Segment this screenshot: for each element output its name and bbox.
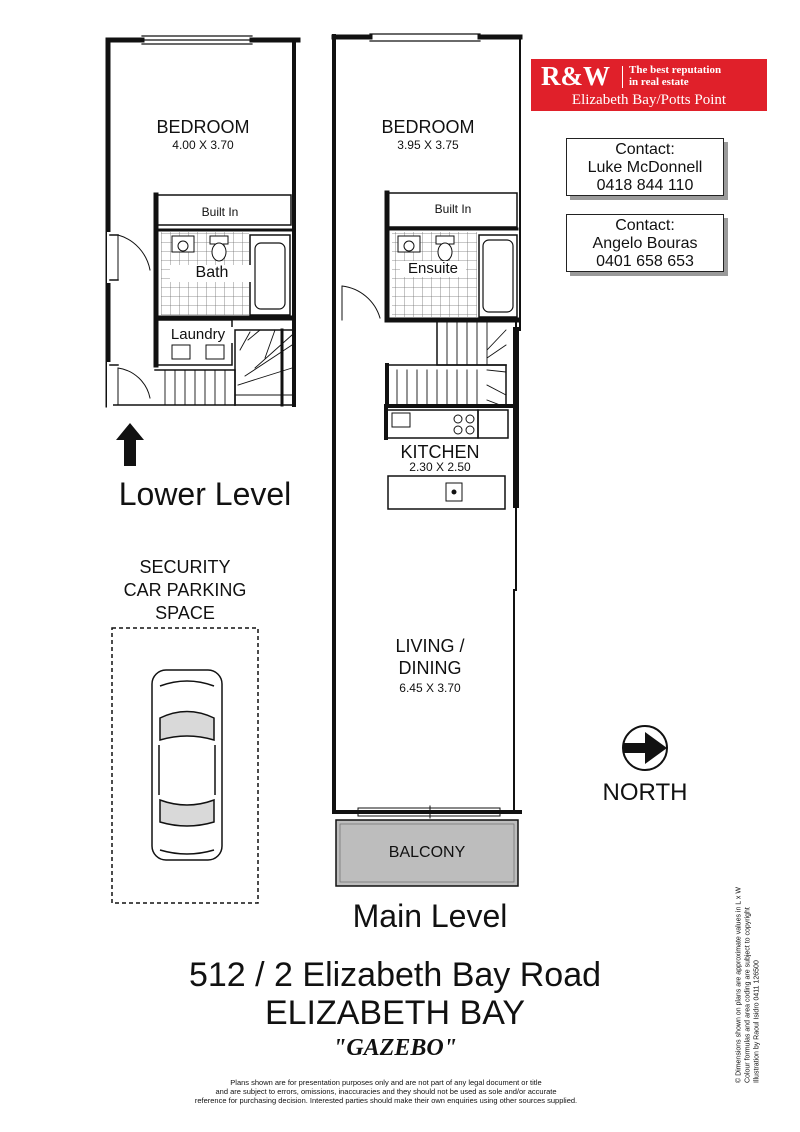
contact-name: Angelo Bouras bbox=[592, 235, 698, 252]
contact-phone: 0401 658 653 bbox=[596, 253, 694, 270]
logo-tagline: The best reputation in real estate bbox=[629, 64, 722, 88]
kitchen-label: KITCHEN bbox=[400, 442, 480, 462]
main-built-in-label: Built In bbox=[434, 202, 472, 216]
east-arrow-icon bbox=[623, 726, 667, 770]
car-icon bbox=[152, 670, 222, 860]
address-suburb: ELIZABETH BAY bbox=[264, 994, 526, 1032]
lower-bedroom-dims: 4.00 X 3.70 bbox=[172, 138, 234, 152]
lower-built-in-label: Built In bbox=[201, 205, 239, 219]
agency-logo bbox=[531, 59, 767, 111]
address-street: 512 / 2 Elizabeth Bay Road bbox=[188, 956, 602, 994]
contact-heading: Contact: bbox=[615, 141, 675, 158]
balcony-label: BALCONY bbox=[388, 844, 466, 861]
contact-heading: Contact: bbox=[615, 217, 675, 234]
lower-level-plan bbox=[108, 36, 298, 405]
main-bedroom-label: BEDROOM bbox=[381, 117, 475, 137]
building-name: "GAZEBO" bbox=[333, 1035, 457, 1061]
contact-card-1 bbox=[566, 138, 724, 196]
lower-bedroom-label: BEDROOM bbox=[156, 117, 250, 137]
living-dims: 6.45 X 3.70 bbox=[399, 681, 461, 695]
living-label-line1: LIVING / bbox=[395, 636, 465, 656]
bath-label: Bath bbox=[170, 265, 254, 282]
up-arrow-icon bbox=[116, 423, 144, 466]
parking-label-line2: CAR PARKING bbox=[123, 580, 247, 600]
main-bedroom-dims: 3.95 X 3.75 bbox=[397, 138, 459, 152]
logo-mark: R&W bbox=[541, 61, 610, 91]
lower-level-title: Lower Level bbox=[118, 476, 292, 512]
laundry-label: Laundry bbox=[163, 327, 233, 343]
main-level-title: Main Level bbox=[352, 898, 508, 934]
kitchen-dims: 2.30 X 2.50 bbox=[409, 460, 471, 474]
north-label: NORTH bbox=[602, 779, 688, 806]
living-label-line2: DINING bbox=[398, 658, 462, 678]
contact-name: Luke McDonnell bbox=[587, 159, 703, 176]
copyright-notice: © Dimensions shown on plans are approximate values in L x W Colour formulas and area coding are subject to copyright Illustration by Raoul Isidro 0411 126500 bbox=[735, 887, 761, 1083]
parking-label-line1: SECURITY bbox=[139, 557, 231, 577]
parking-label-line3: SPACE bbox=[155, 603, 215, 623]
office-name: Elizabeth Bay/Potts Point bbox=[571, 92, 727, 108]
disclaimer-text: Plans shown are for presentation purposes only and are not part of any legal document or title and are subject to errors, omissions, inaccuracies and they should not be used as sole and/or accurate reference for purchasing decision. Interested parties should make their own enquiries using other sources supplied. bbox=[194, 1078, 578, 1105]
contact-phone: 0418 844 110 bbox=[596, 177, 694, 194]
logo-divider bbox=[622, 66, 623, 88]
contact-card-2 bbox=[566, 214, 724, 272]
ensuite-label: Ensuite bbox=[400, 261, 466, 277]
